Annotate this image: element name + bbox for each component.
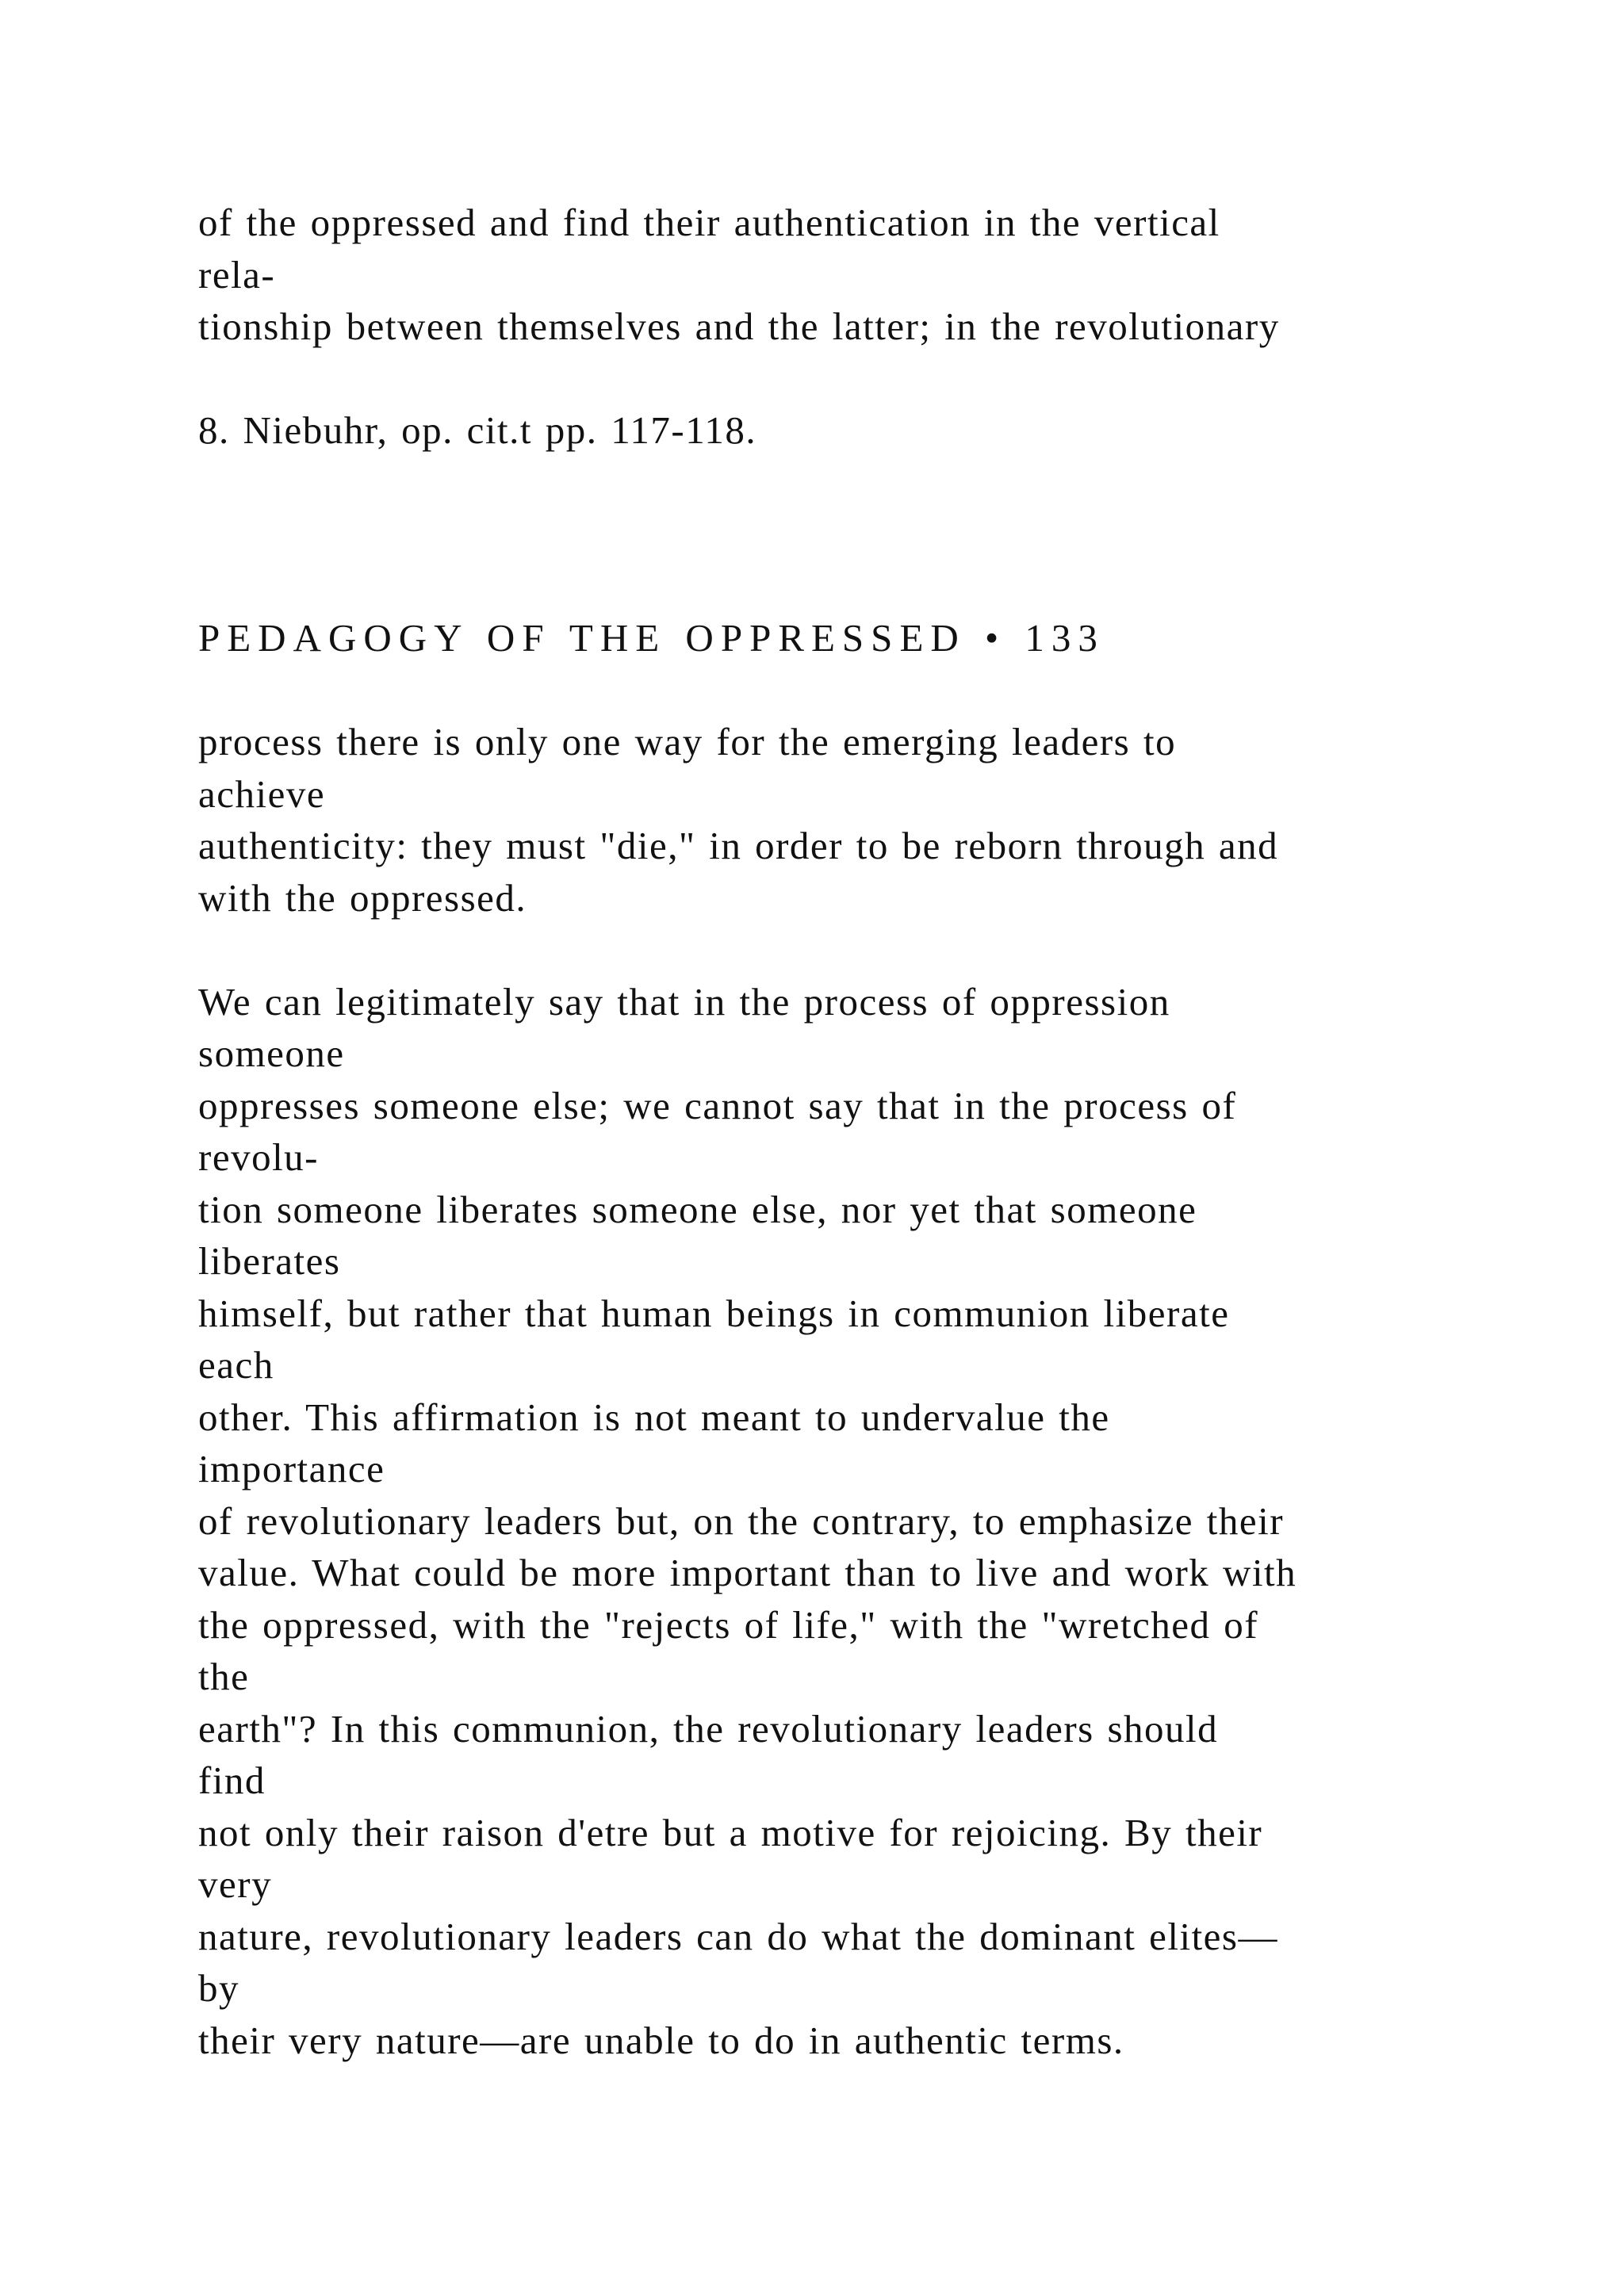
text-line: by bbox=[198, 1966, 239, 2010]
text-line: tionship between themselves and the latter; in the revolutionary bbox=[198, 304, 1280, 348]
text-line: the oppressed, with the "rejects of life," with the "wretched of bbox=[198, 1602, 1259, 1647]
blank-line bbox=[198, 457, 1562, 613]
blank-line bbox=[198, 924, 1562, 976]
text-line: each bbox=[198, 1343, 274, 1387]
text-line: of revolutionary leaders but, on the contrary, to emphasize their bbox=[198, 1498, 1285, 1543]
text-line: tion someone liberates someone else, nor yet that someone bbox=[198, 1187, 1197, 1231]
text-line: find bbox=[198, 1758, 266, 1802]
text-line: himself, but rather that human beings in communion liberate bbox=[198, 1291, 1230, 1335]
text-line: authenticity: they must "die," in order to be reborn through and bbox=[198, 824, 1279, 867]
text-line: rela- bbox=[198, 252, 276, 297]
text-line: process there is only one way for the emerging leaders to bbox=[198, 720, 1177, 763]
text-line: other. This affirmation is not meant to undervalue the bbox=[198, 1395, 1110, 1439]
text-line: oppresses someone else; we cannot say that in the process of bbox=[198, 1083, 1237, 1127]
blank-line bbox=[198, 353, 1562, 405]
text-line: someone bbox=[198, 1031, 345, 1075]
document-text bbox=[198, 197, 1562, 2066]
text-line: not only their raison d'etre but a motive for rejoicing. By their bbox=[198, 1810, 1263, 1854]
text-line: liberates bbox=[198, 1239, 341, 1283]
text-line: value. What could be more important than to live and work with bbox=[198, 1551, 1297, 1594]
text-line: of the oppressed and find their authentication in the vertical bbox=[198, 201, 1220, 244]
footnote: 8. Niebuhr, op. cit.t pp. 117-118. bbox=[198, 408, 757, 452]
text-line: nature, revolutionary leaders can do what the dominant elites— bbox=[198, 1914, 1279, 1958]
text-line: earth"? In this communion, the revolutionary leaders should bbox=[198, 1706, 1219, 1751]
blank-line bbox=[198, 664, 1562, 717]
text-line: the bbox=[198, 1655, 250, 1698]
text-line: very bbox=[198, 1862, 273, 1906]
text-line: We can legitimately say that in the process of oppression bbox=[198, 979, 1170, 1024]
text-line: achieve bbox=[198, 771, 326, 816]
running-head: PEDAGOGY OF THE OPPRESSED • 133 bbox=[198, 616, 1105, 660]
text-line: revolu- bbox=[198, 1135, 319, 1179]
text-line: importance bbox=[198, 1447, 385, 1490]
text-line: their very nature—are unable to do in authentic terms. bbox=[198, 2018, 1124, 2062]
text-line: with the oppressed. bbox=[198, 875, 527, 920]
